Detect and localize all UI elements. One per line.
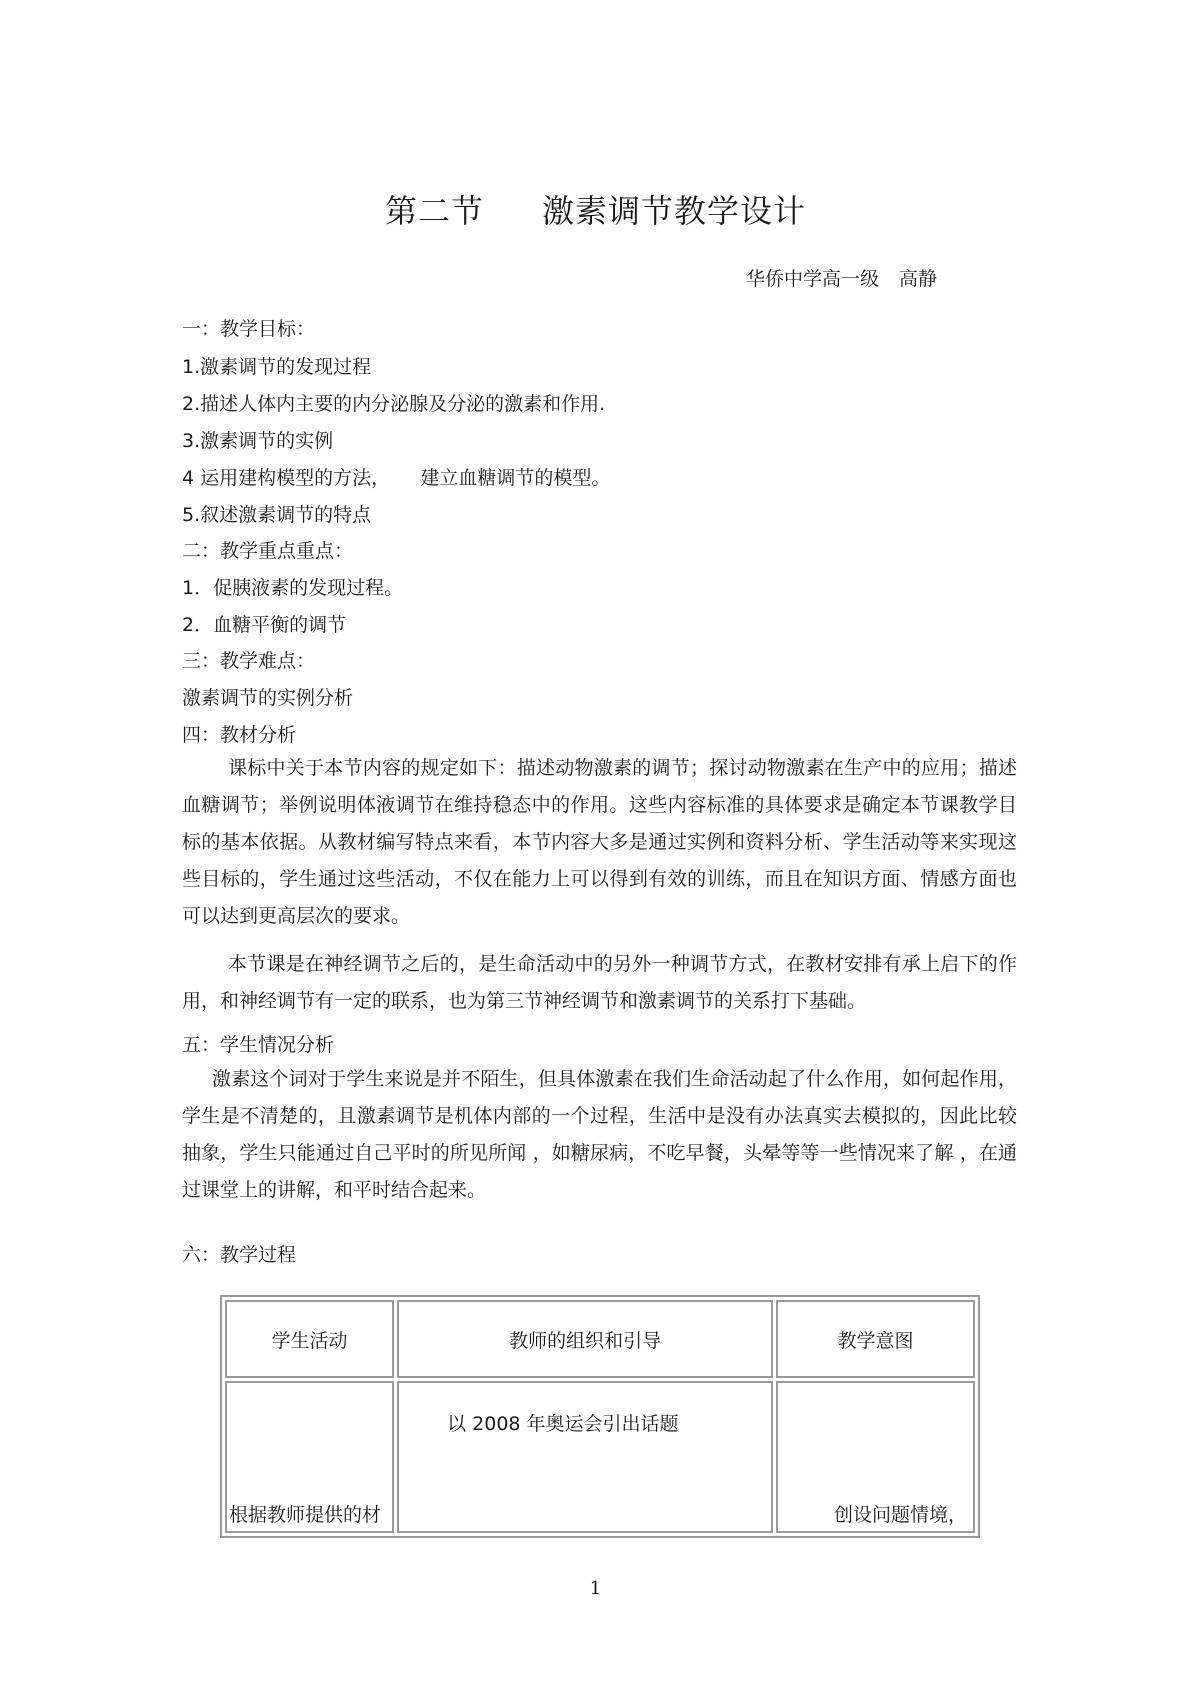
process-heading: 六：教学过程 [182,1244,297,1266]
goal-item: 4 运用建构模型的方法， 建立血糖调节的模型。 [182,467,611,489]
goal-item: 5.叙述激素调节的特点 [182,504,372,526]
page-number: 1 [589,1578,602,1599]
author-line [746,264,937,291]
title-section: 第二节 [384,192,484,230]
goal-item: 2.描述人体内主要的内分泌腺及分泌的激素和作用. [182,393,606,415]
author-name: 高静 [899,268,938,290]
cell-teacher-guidance [397,1381,773,1533]
table-header-row [225,1300,975,1378]
header-teaching-intent: 教学意图 [776,1300,975,1378]
teaching-process-table [220,1295,980,1538]
table-row [225,1381,975,1533]
cell-text: 根据教师提供的材 [229,1504,382,1526]
key-point-item: 1．促胰液素的发现过程。 [182,577,404,599]
difficulty-heading: 三：教学难点： [182,650,316,672]
cell-teaching-intent [776,1381,975,1533]
key-point-item: 2．血糖平衡的调节 [182,614,347,636]
page-title [0,186,1191,232]
material-paragraph-1: 课标中关于本节内容的规定如下：描述动物激素的调节；探讨动物激素在生产中的应用；描述血糖调节；举例说明体液调节在维持稳态中的作用。这些内容标准的具体要求是确定本节课教学目标的基本依据。从教材编写特点来看，本节内容大多是通过实例和资料分析、学生活动等来实现这些目标的，学生通过这些活动，不仅在能力上可以得到有效的训练，而且在知识方面、情感方面也可以达到更高层次的要求。 [182,757,1017,927]
student-analysis-paragraph: 激素这个词对于学生来说是并不陌生，但具体激素在我们生命活动起了什么作用，如何起作用，学生是不清楚的，且激素调节是机体内部的一个过程，生活中是没有办法真实去模拟的，因此比较抽象，学生只能通过自己平时的所见所闻 ，如糖尿病，不吃早餐，头晕等等一些情况来了解 ，在通过课堂上的讲解，和平时结合起来。 [182,1068,1017,1201]
goal-item: 3.激素调节的实例 [182,430,334,452]
author-school: 华侨中学高一级 [746,268,880,290]
header-student-activity: 学生活动 [225,1300,394,1378]
difficulty-text: 激素调节的实例分析 [182,687,354,709]
cell-student-activity [225,1381,394,1533]
cell-text: 以 2008 年奥运会引出话题 [447,1413,679,1435]
cell-text: 创设问题情境， [833,1504,967,1526]
goals-heading: 一：教学目标： [182,318,316,340]
student-analysis-heading: 五：学生情况分析 [182,1034,335,1056]
material-heading: 四：教材分析 [182,724,297,746]
title-topic: 激素调节教学设计 [542,192,807,230]
key-points-heading: 二：教学重点重点： [182,540,354,562]
header-teacher-guidance: 教师的组织和引导 [397,1300,773,1378]
material-paragraph-2: 本节课是在神经调节之后的，是生命活动中的另外一种调节方式，在教材安排有承上启下的作用，和神经调节有一定的联系，也为第三节神经调节和激素调节的关系打下基础。 [182,953,1017,1012]
goal-item: 1.激素调节的发现过程 [182,356,372,378]
